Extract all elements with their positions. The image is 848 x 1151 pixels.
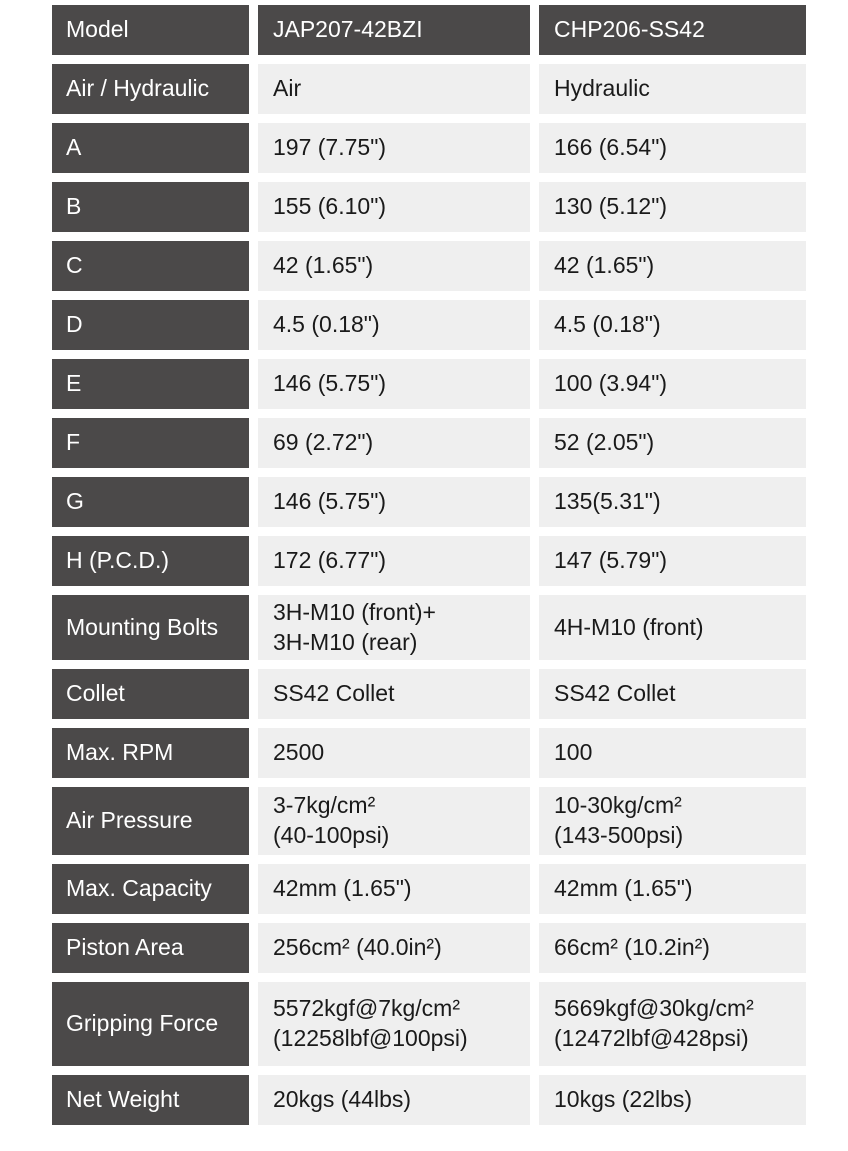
row-value-model-1: 20kgs (44lbs) bbox=[258, 1075, 530, 1125]
row-value-model-2: 130 (5.12") bbox=[539, 182, 806, 232]
row-label: G bbox=[52, 477, 249, 527]
row-value-model-1: 3-7kg/cm² (40-100psi) bbox=[258, 787, 530, 855]
table-row-max-capacity bbox=[52, 864, 806, 914]
row-value-model-2: 10kgs (22lbs) bbox=[539, 1075, 806, 1125]
row-value-model-2: SS42 Collet bbox=[539, 669, 806, 719]
row-label: D bbox=[52, 300, 249, 350]
row-label: Mounting Bolts bbox=[52, 595, 249, 660]
table-row-h-pcd bbox=[52, 536, 806, 586]
row-label: B bbox=[52, 182, 249, 232]
row-label: Max. RPM bbox=[52, 728, 249, 778]
row-value-model-2: 52 (2.05") bbox=[539, 418, 806, 468]
row-value-model-2: 4.5 (0.18") bbox=[539, 300, 806, 350]
table-row-collet bbox=[52, 669, 806, 719]
table-row-d bbox=[52, 300, 806, 350]
row-value-model-1: SS42 Collet bbox=[258, 669, 530, 719]
row-value-model-1: 146 (5.75") bbox=[258, 477, 530, 527]
row-value-model-2: Hydraulic bbox=[539, 64, 806, 114]
row-value-model-2: 4H-M10 (front) bbox=[539, 595, 806, 660]
row-label: A bbox=[52, 123, 249, 173]
row-label: F bbox=[52, 418, 249, 468]
row-label: H (P.C.D.) bbox=[52, 536, 249, 586]
row-value-model-2: 66cm² (10.2in²) bbox=[539, 923, 806, 973]
row-value-model-1: 4.5 (0.18") bbox=[258, 300, 530, 350]
row-label: Gripping Force bbox=[52, 982, 249, 1066]
table-row-b bbox=[52, 182, 806, 232]
row-label: C bbox=[52, 241, 249, 291]
row-value-model-1: 197 (7.75") bbox=[258, 123, 530, 173]
table-row-gripping-force bbox=[52, 982, 806, 1066]
row-value-model-2: 135(5.31") bbox=[539, 477, 806, 527]
row-value-model-1: 69 (2.72") bbox=[258, 418, 530, 468]
row-label: Collet bbox=[52, 669, 249, 719]
row-value-model-1: 42mm (1.65") bbox=[258, 864, 530, 914]
table-row-air-hydraulic bbox=[52, 64, 806, 114]
header-model-1-cell: JAP207-42BZI bbox=[258, 5, 530, 55]
table-row-max-rpm bbox=[52, 728, 806, 778]
row-value-model-1: 3H-M10 (front)+ 3H-M10 (rear) bbox=[258, 595, 530, 660]
table-row-mounting-bolts bbox=[52, 595, 806, 660]
row-value-model-1: 42 (1.65") bbox=[258, 241, 530, 291]
table-header-row bbox=[52, 5, 806, 55]
row-value-model-2: 100 (3.94") bbox=[539, 359, 806, 409]
table-row-piston-area bbox=[52, 923, 806, 973]
header-label-cell: Model bbox=[52, 5, 249, 55]
row-value-model-1: 155 (6.10") bbox=[258, 182, 530, 232]
table-row-f bbox=[52, 418, 806, 468]
row-value-model-2: 5669kgf@30kg/cm² (12472lbf@428psi) bbox=[539, 982, 806, 1066]
table-row-net-weight bbox=[52, 1075, 806, 1125]
table-row-g bbox=[52, 477, 806, 527]
row-label: Net Weight bbox=[52, 1075, 249, 1125]
row-value-model-1: 172 (6.77") bbox=[258, 536, 530, 586]
row-label: Piston Area bbox=[52, 923, 249, 973]
row-value-model-2: 10-30kg/cm² (143-500psi) bbox=[539, 787, 806, 855]
row-label: Max. Capacity bbox=[52, 864, 249, 914]
row-label: E bbox=[52, 359, 249, 409]
row-value-model-1: Air bbox=[258, 64, 530, 114]
row-value-model-1: 146 (5.75") bbox=[258, 359, 530, 409]
row-value-model-2: 42 (1.65") bbox=[539, 241, 806, 291]
row-value-model-1: 256cm² (40.0in²) bbox=[258, 923, 530, 973]
row-value-model-2: 100 bbox=[539, 728, 806, 778]
row-value-model-2: 42mm (1.65") bbox=[539, 864, 806, 914]
spec-table bbox=[52, 5, 806, 1134]
table-row-a bbox=[52, 123, 806, 173]
row-label: Air / Hydraulic bbox=[52, 64, 249, 114]
table-row-e bbox=[52, 359, 806, 409]
row-value-model-2: 147 (5.79") bbox=[539, 536, 806, 586]
row-label: Air Pressure bbox=[52, 787, 249, 855]
header-model-2-cell: CHP206-SS42 bbox=[539, 5, 806, 55]
row-value-model-1: 2500 bbox=[258, 728, 530, 778]
row-value-model-2: 166 (6.54") bbox=[539, 123, 806, 173]
table-row-air-pressure bbox=[52, 787, 806, 855]
row-value-model-1: 5572kgf@7kg/cm² (12258lbf@100psi) bbox=[258, 982, 530, 1066]
table-row-c bbox=[52, 241, 806, 291]
